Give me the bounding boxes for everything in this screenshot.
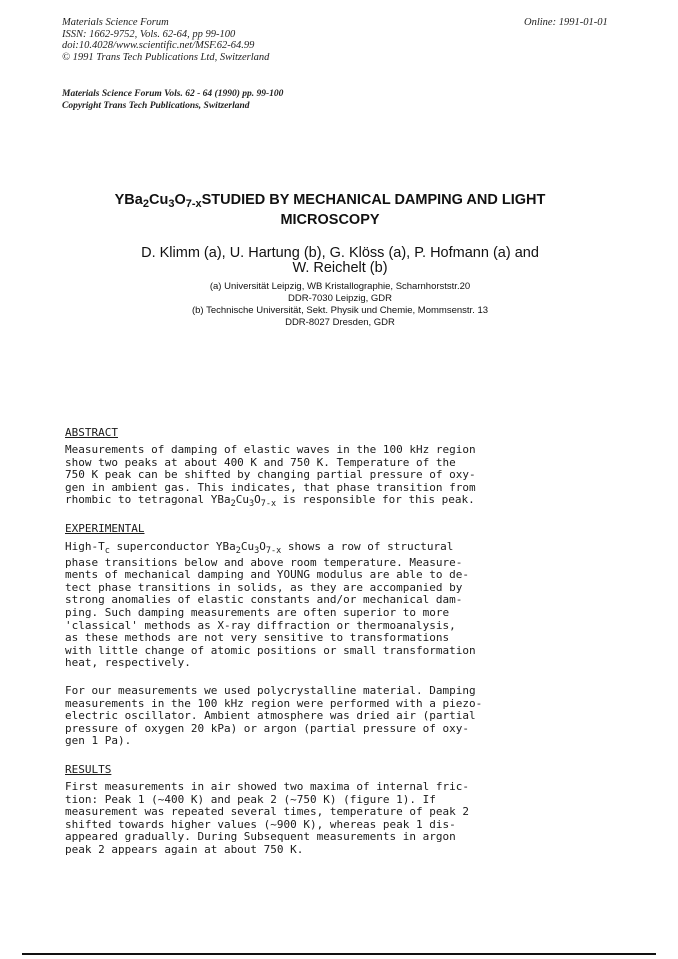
text-line: measurement was repeated several times, temperature of peak 2 [65,805,469,819]
text-line: peak 2 appears again at about 750 K. [65,842,304,856]
text-line: measurements in the 100 kHz region were performed with a piezo- [65,696,483,710]
text-line: show two peaks at about 400 K and 750 K. Temperature of the [65,455,456,469]
text-line: electric oscillator. Ambient atmosphere was dried air (partial [65,709,476,723]
text-line: ments of mechanical damping and YOUNG modulus are able to de- [65,568,469,582]
text-line: gen 1 Pa). [65,734,132,748]
experimental-body [65,541,476,670]
header-line: Materials Science Forum [62,17,169,28]
text-line: strong anomalies of elastic constants and/or mechanical dam- [65,593,463,607]
text-line: phase transitions below and above room temperature. Measure- [65,555,463,569]
text-line: appeared gradually. During Subsequent measurements in argon [65,830,456,844]
text-line: High-$T_c$ superconductor $YBa_2Cu_3O_{7-x}$ shows a row of structural [65,540,454,556]
authors-line: W. Reichelt (b) [292,260,388,276]
abstract-body [65,443,476,510]
text-line: tion: Peak 1 (~400 K) and peak 2 (~750 K) (figure 1). If [65,792,436,806]
affiliations [60,281,620,329]
source-line: Copyright Trans Tech Publications, Switzerland [62,100,250,111]
results-heading: RESULTS [65,763,112,776]
text-line: For our measurements we used polycrystalline material. Damping [65,684,476,697]
authors-line: D. Klimm (a), U. Hartung (b), G. Klöss (a), P. Hofmann (a) and [141,245,539,261]
authors [60,246,620,276]
text-line: First measurements in air showed two maxima of internal fric- [65,780,469,793]
abstract-heading: ABSTRACT [65,426,118,439]
text-line: with little change of atomic positions or small transformation [65,643,476,657]
paper-title-line2: MICROSCOPY [280,212,380,228]
experimental-body-2 [65,685,482,748]
header-line: ISSN: 1662-9752, Vols. 62-64, pp 99-100 [62,28,236,40]
affiliation-line: DDR-8027 Dresden, GDR [285,317,395,328]
results-body [65,781,469,857]
text-line: shifted towards higher values (~900 K), whereas peak 1 dis- [65,817,456,831]
text-line: 750 K peak can be shifted by changing partial pressure of oxy- [65,468,476,482]
text-line: tect phase transitions in solids, as they are accompanied by [65,580,463,594]
journal-header [62,17,269,63]
header-line: © 1991 Trans Tech Publications Ltd, Switzerland [62,51,270,63]
experimental-heading: EXPERIMENTAL [65,522,145,535]
text-line: gen in ambient gas. This indicates, that phase transition from [65,480,476,494]
text-line: rhombic to tetragonal $YBa_2Cu_3O_{7-x}$ is responsible for this peak. [65,493,475,510]
text-line: ping. Such damping measurements are often superior to more [65,605,450,619]
affiliation-line: (a) Universität Leipzig, WB Kristallographie, Scharnhorststr.20 [209,281,471,292]
text-line: Measurements of damping of elastic waves in the 100 kHz region [65,443,476,456]
text-line: pressure of oxygen 20 kPa) or argon (partial pressure of oxy- [65,721,469,735]
paper-title-line1: $YBa_2Cu_3O_{7-x}STUDIED$ BY MECHANICAL DAMPING AND LIGHT [114,192,546,210]
affiliation-line: (b) Technische Universität, Sekt. Physik und Chemie, Mommsenstr. 13 [191,305,489,316]
header-line: doi:10.4028/www.scientific.net/MSF.62-64.99 [62,40,255,51]
online-date: Online: 1991-01-01 [524,17,608,28]
text-line: as these methods are not very sensitive to transformations [65,631,450,645]
source-citation [62,89,283,112]
text-line: 'classical' methods as X-ray diffraction or thermoanalysis, [65,618,456,632]
affiliation-line: DDR-7030 Leipzig, GDR [287,293,392,304]
text-line: heat, respectively. [65,656,191,670]
source-line: Materials Science Forum Vols. 62 - 64 (1990) pp. 99-100 [62,89,284,99]
page-bottom-rule [22,953,656,955]
